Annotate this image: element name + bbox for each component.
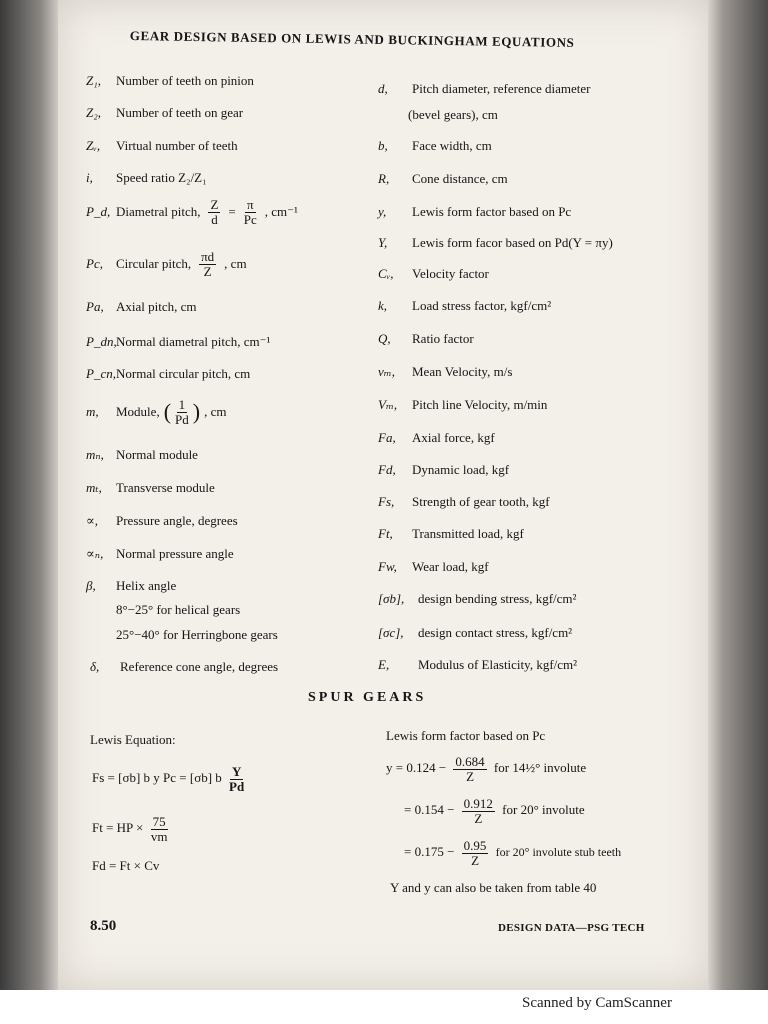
symbol: Y,	[378, 235, 388, 250]
form-factor-heading: Lewis form factor based on Pc	[386, 728, 546, 743]
symbol-description: Transverse module	[116, 480, 215, 495]
symbol: Z₁,	[86, 73, 101, 88]
symbol: δ,	[90, 659, 100, 674]
symbol: k,	[378, 298, 388, 313]
symbol-row	[86, 577, 176, 595]
symbol-row	[378, 429, 495, 447]
symbol-description: Axial force, kgf	[412, 430, 495, 445]
symbol: Fw,	[378, 559, 397, 574]
form-factor-row	[386, 755, 586, 783]
symbol-description: Pressure angle, degrees	[116, 513, 238, 528]
symbol-row	[378, 525, 524, 543]
symbol: ∝ₙ,	[86, 546, 104, 561]
symbol-row	[86, 250, 247, 278]
symbol-row	[116, 601, 240, 619]
symbol: P_d,	[86, 203, 111, 219]
fraction: $\frac{\pi}{Pc}$	[243, 197, 257, 227]
symbol: y,	[378, 204, 387, 219]
symbol: Pc,	[86, 255, 103, 271]
symbol-row	[86, 479, 215, 497]
symbol-row	[378, 170, 508, 188]
symbol-row	[86, 198, 298, 226]
symbol-description: Transmitted load, kgf	[412, 526, 524, 541]
symbol-description: Wear load, kgf	[412, 559, 489, 574]
symbol-row	[86, 104, 243, 122]
symbol: m,	[86, 403, 99, 419]
symbol: mₙ,	[86, 447, 104, 462]
symbol-row	[116, 626, 278, 644]
symbol-description: Normal diametral pitch, cm⁻¹	[116, 334, 271, 349]
book-title: DESIGN DATA—PSG TECH	[498, 922, 645, 934]
symbol-description: Number of teeth on pinion	[116, 73, 254, 88]
symbol-description: Lewis form factor based on Pc	[412, 204, 572, 219]
symbol-description: Load stress factor, kgf/cm²	[412, 298, 552, 313]
equation-note: for 14½° involute	[493, 760, 587, 776]
fraction: $\frac{0.95}{Z}$	[463, 838, 487, 868]
symbol-description: Circular pitch,	[116, 255, 192, 271]
symbol-description: 8°−25° for helical gears	[116, 602, 241, 617]
equation-note: for 20° involute	[502, 802, 585, 818]
symbol-description: Lewis form facor based on Pd(Y = πy)	[412, 235, 613, 250]
symbol: d,	[378, 81, 388, 96]
symbol: Fs,	[378, 494, 395, 509]
symbol-row	[378, 558, 489, 576]
symbol-row	[86, 365, 250, 383]
form-factor-row	[404, 797, 585, 825]
section-title: SPUR GEARS	[308, 690, 427, 705]
symbol: [σb],	[378, 591, 405, 606]
symbol-row	[86, 72, 254, 90]
symbol-row	[86, 512, 238, 530]
symbol-row	[86, 169, 207, 187]
fraction: $\frac{0.912}{Z}$	[463, 796, 493, 826]
symbol-row	[378, 624, 572, 642]
symbol-description: Mean Velocity, m/s	[412, 364, 513, 379]
symbol-description: Diametral pitch,	[116, 203, 201, 219]
equation-note: for 20° involute stub teeth	[495, 845, 622, 860]
symbol-row	[378, 493, 550, 511]
symbol-description: design bending stress, kgf/cm²	[418, 591, 577, 606]
fraction: $\frac{Z}{d}$	[210, 197, 219, 227]
symbol-row	[378, 137, 492, 155]
lewis-heading: Lewis Equation:	[90, 732, 176, 747]
symbol: [σc],	[378, 625, 404, 640]
symbol-description: Reference cone angle, degrees	[120, 659, 279, 674]
symbol-row	[378, 265, 489, 283]
symbol-description: Normal pressure angle	[116, 546, 234, 561]
symbol: E,	[378, 657, 390, 672]
symbol-description: Number of teeth on gear	[116, 105, 244, 120]
symbol: Fa,	[378, 430, 396, 445]
symbol: Z₂,	[86, 105, 101, 120]
symbol-description: Axial pitch, cm	[116, 299, 197, 314]
symbol: Vₘ,	[378, 397, 398, 412]
symbol-row: m, Module, ( $\frac{1}{Pd}$ ) , cm	[86, 397, 227, 427]
symbol-description: Speed ratio Z₂/Z₁	[116, 170, 207, 185]
equation-text: = 0.175 −	[404, 844, 455, 860]
symbol-description: Normal circular pitch, cm	[116, 366, 251, 381]
symbol-row	[378, 590, 576, 608]
lewis-equation-strength	[92, 765, 248, 793]
symbol: P_cn,	[86, 366, 116, 381]
symbol: β,	[86, 578, 96, 593]
symbol-description: Pitch line Velocity, m/min	[412, 397, 548, 412]
symbol-row	[378, 363, 512, 381]
fraction: $\frac{0.684}{Z}$	[455, 754, 485, 784]
symbol-row	[378, 396, 547, 414]
symbol: i,	[86, 170, 93, 185]
symbol-description: Strength of gear tooth, kgf	[412, 494, 550, 509]
symbol-description: Pitch diameter, reference diameter	[412, 81, 591, 96]
form-factor-row	[404, 839, 621, 867]
symbol: b,	[378, 138, 388, 153]
equation-text: Ft = HP ×	[92, 820, 144, 836]
symbol-row	[86, 137, 238, 155]
symbol-description: Cone distance, cm	[412, 171, 508, 186]
left-page-edge	[0, 0, 58, 990]
fraction: $\frac{Y}{Pd}$	[229, 764, 245, 794]
symbol: Fd,	[378, 462, 396, 477]
symbol-description: Ratio factor	[412, 331, 474, 346]
symbol: Ft,	[378, 526, 393, 541]
symbol-row	[378, 203, 571, 221]
page-title: GEAR DESIGN BASED ON LEWIS AND BUCKINGHAM EQUATIONS	[129, 28, 575, 50]
symbol-row	[86, 333, 270, 351]
symbol-row	[86, 298, 197, 316]
equals-sign: =	[228, 203, 236, 219]
symbol-row	[408, 106, 498, 124]
symbol: vₘ,	[378, 364, 395, 379]
fraction: $\frac{\pi d}{Z}$	[201, 249, 215, 279]
equation-text: = 0.154 −	[404, 802, 455, 818]
symbol: mₜ,	[86, 480, 102, 495]
symbol: P_dn,	[86, 334, 117, 349]
symbol: Pa,	[86, 299, 104, 314]
equation-text: y = 0.124 −	[386, 760, 447, 776]
lewis-equation-dynamic: Fd = Ft × Cv	[92, 858, 160, 873]
fraction: $\frac{75}{vm}$	[150, 814, 168, 844]
symbol: R,	[378, 171, 390, 186]
symbol-description: Velocity factor	[412, 266, 489, 281]
symbol-description: (bevel gears), cm	[408, 107, 498, 122]
symbol-description: Face width, cm	[412, 138, 492, 153]
symbol-row	[86, 446, 198, 464]
unit: , cm	[224, 255, 247, 271]
page-number: 8.50	[90, 918, 117, 934]
symbol-row	[378, 234, 613, 252]
symbol-row	[378, 656, 577, 674]
symbol-description: Helix angle	[116, 578, 177, 593]
unit: , cm	[204, 403, 227, 419]
symbol-row	[90, 658, 278, 676]
lewis-equation-transmitted	[92, 815, 172, 843]
equation-text: Fs = [σb] b y Pc = [σb] b	[92, 770, 222, 786]
symbol-row	[378, 297, 551, 315]
symbol-description: Dynamic load, kgf	[412, 462, 510, 477]
scanner-watermark: Scanned by CamScanner	[522, 995, 672, 1011]
symbol-row	[378, 330, 474, 348]
symbol-description: Module,	[116, 403, 160, 419]
symbol: Q,	[378, 331, 391, 346]
form-factor-note: Y and y can also be taken from table 40	[390, 880, 597, 895]
symbol: Zᵥ,	[86, 138, 101, 153]
symbol: Cᵥ,	[378, 266, 394, 281]
symbol-row	[86, 545, 234, 563]
unit: , cm⁻¹	[264, 203, 298, 219]
symbol-description: 25°−40° for Herringbone gears	[116, 627, 278, 642]
symbol-description: Virtual number of teeth	[116, 138, 238, 153]
symbol: ∝,	[86, 513, 99, 528]
right-page-edge	[708, 0, 768, 990]
fraction: $\frac{1}{Pd}$	[175, 397, 189, 427]
symbol-description: Modulus of Elasticity, kgf/cm²	[418, 657, 578, 672]
symbol-description: design contact stress, kgf/cm²	[418, 625, 573, 640]
symbol-description: Normal module	[116, 447, 198, 462]
symbol-row	[378, 80, 591, 98]
symbol-row	[378, 461, 509, 479]
